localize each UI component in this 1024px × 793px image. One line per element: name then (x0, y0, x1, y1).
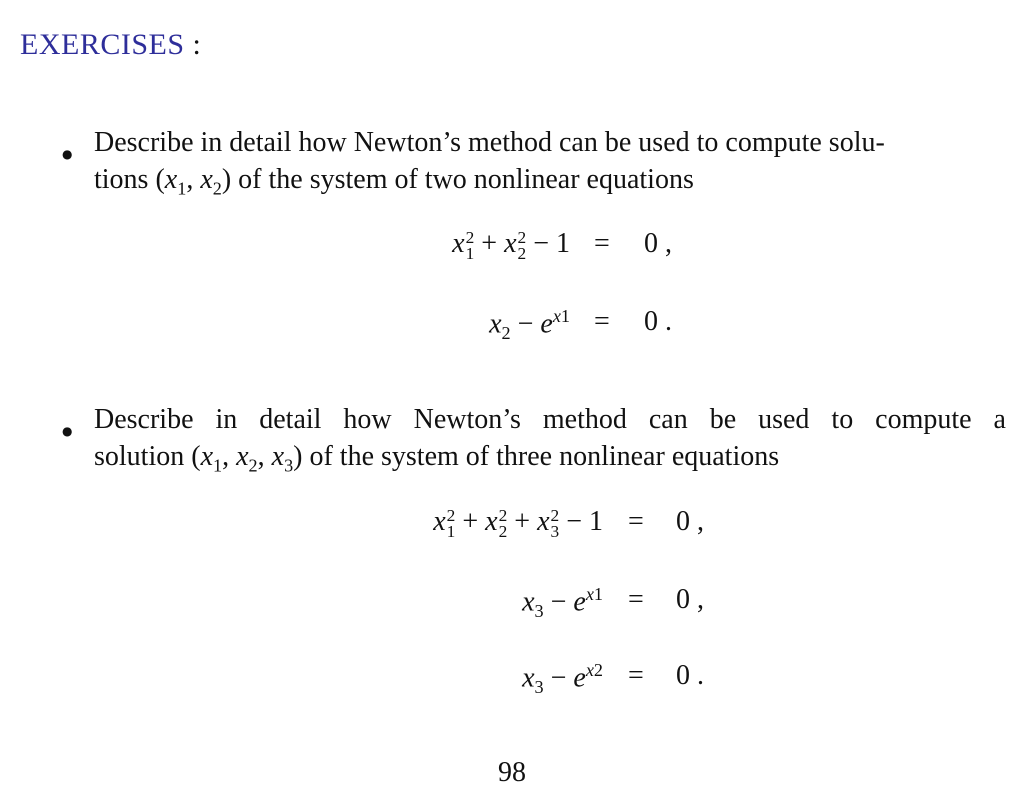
heading-title: EXERCISES (20, 28, 185, 61)
equation-2-2: $x_3 - e^{x1}$ = 0 , (522, 584, 704, 621)
section-heading (20, 28, 201, 62)
equation-2-1: x 2 1 + x 2 2 + x 2 3 − 1 = 0 , (433, 505, 704, 541)
bullet-icon: ● (62, 147, 73, 161)
equation-1-2: $x_2 - e^{x1}$ = 0 . (489, 306, 672, 343)
bullet-icon: ● (62, 424, 73, 438)
exercise-1-line2: tions ($x_1$, $x_2$) of the system of two nonlinear equations (94, 164, 694, 199)
exercise-2-line2: solution ($x_1$, $x_2$, $x_3$) of the system of three nonlinear equations (94, 441, 780, 476)
exercise-1-text (94, 124, 1006, 208)
page-number: 98 (498, 757, 526, 788)
equation-1-1: x 2 1 + x 2 2 − 1 = 0 , (452, 227, 672, 263)
exercise-2-text (94, 401, 1006, 485)
exercise-2-line1: Describe in detail how Newton’s method can be used to compute a (94, 404, 1006, 435)
exercise-1-line1: Describe in detail how Newton’s method can be used to compute solu- (94, 127, 885, 158)
heading-colon: : (192, 28, 202, 61)
equation-2-3: $x_3 - e^{x2}$ = 0 . (522, 660, 704, 697)
